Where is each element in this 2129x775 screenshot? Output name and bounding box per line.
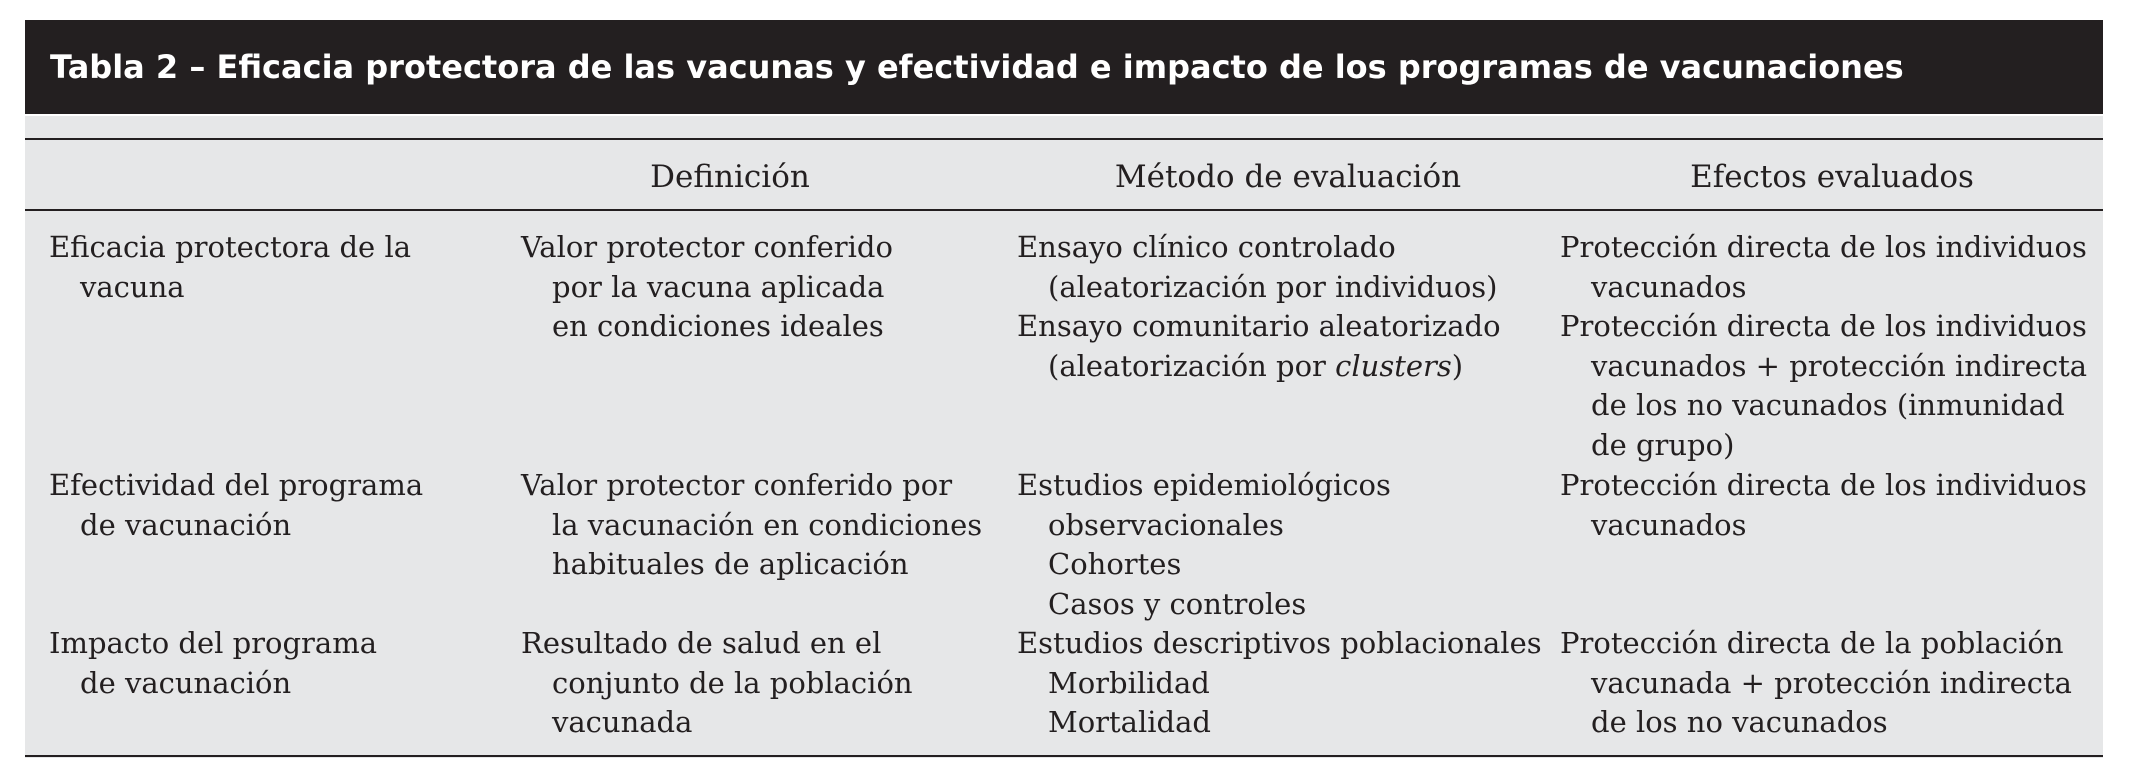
row2-method: Estudios epidemiológicos observacionales Cohortes Casos y controles <box>1017 468 1391 621</box>
row1-definition: Valor protector conferido por la vacuna aplicada en condiciones ideales <box>521 230 893 343</box>
bottom-rule <box>25 755 2103 757</box>
row1-concept: Eficacia protectora de la vacuna <box>49 230 412 304</box>
row3-effects: Protección directa de la población vacunada + protección indirecta de los no vacunados <box>1560 626 2072 739</box>
row1-effects: Protección directa de los individuos vacunados Protección directa de los individuos vacunados + protección indirecta de los no vacunados (inmunidad de grupo) <box>1560 230 2088 462</box>
row3-method: Estudios descriptivos poblacionales Morbilidad Mortalidad <box>1017 626 1542 739</box>
column-header-definicion: Definición <box>650 159 810 195</box>
table-title: Tabla 2 – Eficacia protectora de las vacunas y efectividad e impacto de los programas de vacunaciones <box>25 20 2103 114</box>
row2-definition: Valor protector conferido por la vacunación en condiciones habituales de aplicación <box>521 468 983 581</box>
top-rule <box>25 138 2103 140</box>
row2-effects: Protección directa de los individuos vacunados <box>1560 468 2087 542</box>
column-header-metodo: Método de evaluación <box>1114 159 1462 195</box>
row3-concept: Impacto del programa de vacunación <box>49 626 377 700</box>
header-rule <box>25 209 2103 211</box>
row2-concept: Efectividad del programa de vacunación <box>49 468 424 542</box>
italic-clusters: clusters <box>1335 348 1452 383</box>
row1-method: Ensayo clínico controlado (aleatorización por individuos) Ensayo comunitario aleatorizado (aleatorización por clusters) <box>1017 230 1501 383</box>
column-header-efectos: Efectos evaluados <box>1690 159 1974 195</box>
row3-definition: Resultado de salud en el conjunto de la población vacunada <box>521 626 913 739</box>
